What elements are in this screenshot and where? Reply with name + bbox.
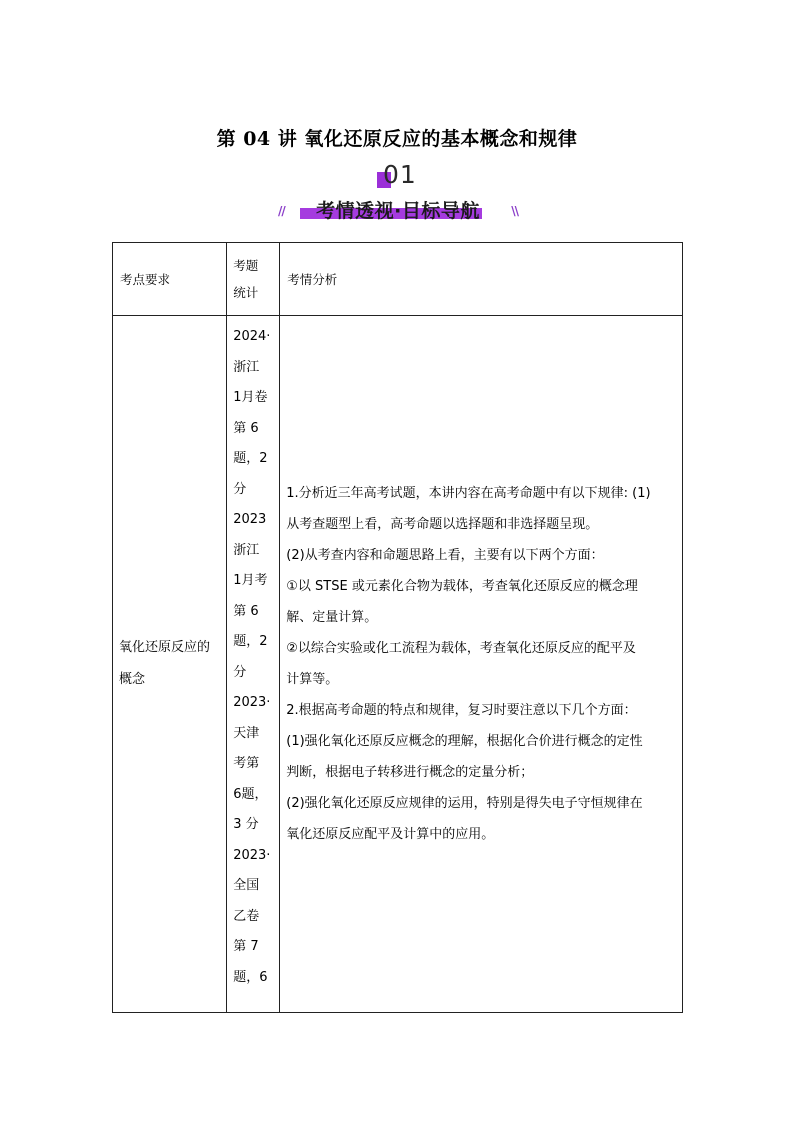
analysis-line: 计算等。 xyxy=(286,672,339,687)
topic-line2: 概念 xyxy=(119,672,146,687)
stats-line: 考第 xyxy=(233,756,260,771)
stats-line: 3 分 xyxy=(233,817,259,832)
exam-analysis-table xyxy=(112,242,683,1013)
stats-line: 分 xyxy=(233,664,247,680)
stats-line: 2023· xyxy=(233,847,271,863)
header-topic: 考点要求 xyxy=(113,243,227,316)
topic-cell xyxy=(113,316,227,1013)
header-analysis: 考情分析 xyxy=(280,243,683,316)
stats-line: 乙卷 xyxy=(233,908,260,924)
analysis-line: (2)强化氧化还原反应规律的运用，特别是得失电子守恒规律在 xyxy=(286,796,643,811)
analysis-line: 氧化还原反应配平及计算中的应用。 xyxy=(286,827,495,842)
banner-deco-right: \\ xyxy=(511,204,518,218)
analysis-cell xyxy=(280,316,683,1013)
stats-line: 2023· xyxy=(233,695,271,710)
stats-line: 1月考 xyxy=(233,573,268,588)
stats-line: 第 7 xyxy=(233,939,259,954)
analysis-line: ②以综合实验或化工流程为载体，考查氧化还原反应的配平及 xyxy=(286,641,636,656)
stats-line: 题，2 xyxy=(233,634,268,649)
stats-line: 题，6 xyxy=(233,969,268,985)
section-number: 01 xyxy=(383,160,417,189)
banner-deco-left: // xyxy=(278,204,285,218)
analysis-line: (1)强化氧化还原反应概念的理解，根据化合价进行概念的定性 xyxy=(286,734,643,749)
analysis-line: 从考查题型上看，高考命题以选择题和非选择题呈现。 xyxy=(286,517,599,532)
stats-line: 浙江 xyxy=(233,359,260,375)
stats-line: 2024· xyxy=(233,329,271,344)
analysis-line: (2)从考查内容和命题思路上看，主要有以下两个方面： xyxy=(286,548,604,563)
stats-line: 题，2 xyxy=(233,451,268,466)
topic-line1: 氧化还原反应的 xyxy=(119,640,211,655)
stats-cell xyxy=(227,316,280,1013)
page-title: 第 04 讲 氧化还原反应的基本概念和规律 xyxy=(216,128,578,150)
header-stats-line2: 统计 xyxy=(233,285,259,300)
stats-line: 6题， xyxy=(233,786,268,802)
table-row xyxy=(113,316,683,1013)
section-number-block xyxy=(375,160,435,190)
stats-line: 第 6 xyxy=(233,420,259,436)
analysis-line: 2.根据高考命题的特点和规律，复习时要注意以下几个方面： xyxy=(286,703,637,718)
header-stats-line1: 考题 xyxy=(233,258,259,273)
analysis-line: ①以 STSE 或元素化合物为载体，考查氧化还原反应的概念理 xyxy=(286,579,638,594)
stats-line: 1月卷 xyxy=(233,390,268,405)
table-header-row xyxy=(113,243,683,316)
stats-line: 浙江 xyxy=(233,542,260,558)
section-banner xyxy=(278,196,518,224)
banner-title: 考情透视·目标导航 xyxy=(316,200,480,222)
stats-line: 分 xyxy=(233,481,247,497)
stats-line: 全国 xyxy=(233,878,260,893)
analysis-line: 判断，根据电子转移进行概念的定量分析； xyxy=(286,765,534,780)
analysis-line: 1.分析近三年高考试题，本讲内容在高考命题中有以下规律: (1) xyxy=(286,486,651,501)
header-stats xyxy=(227,243,280,316)
stats-line: 第 6 xyxy=(233,603,259,619)
stats-line: 天津 xyxy=(233,725,260,741)
analysis-line: 解、定量计算。 xyxy=(286,610,378,625)
stats-line: 2023 xyxy=(233,512,267,527)
